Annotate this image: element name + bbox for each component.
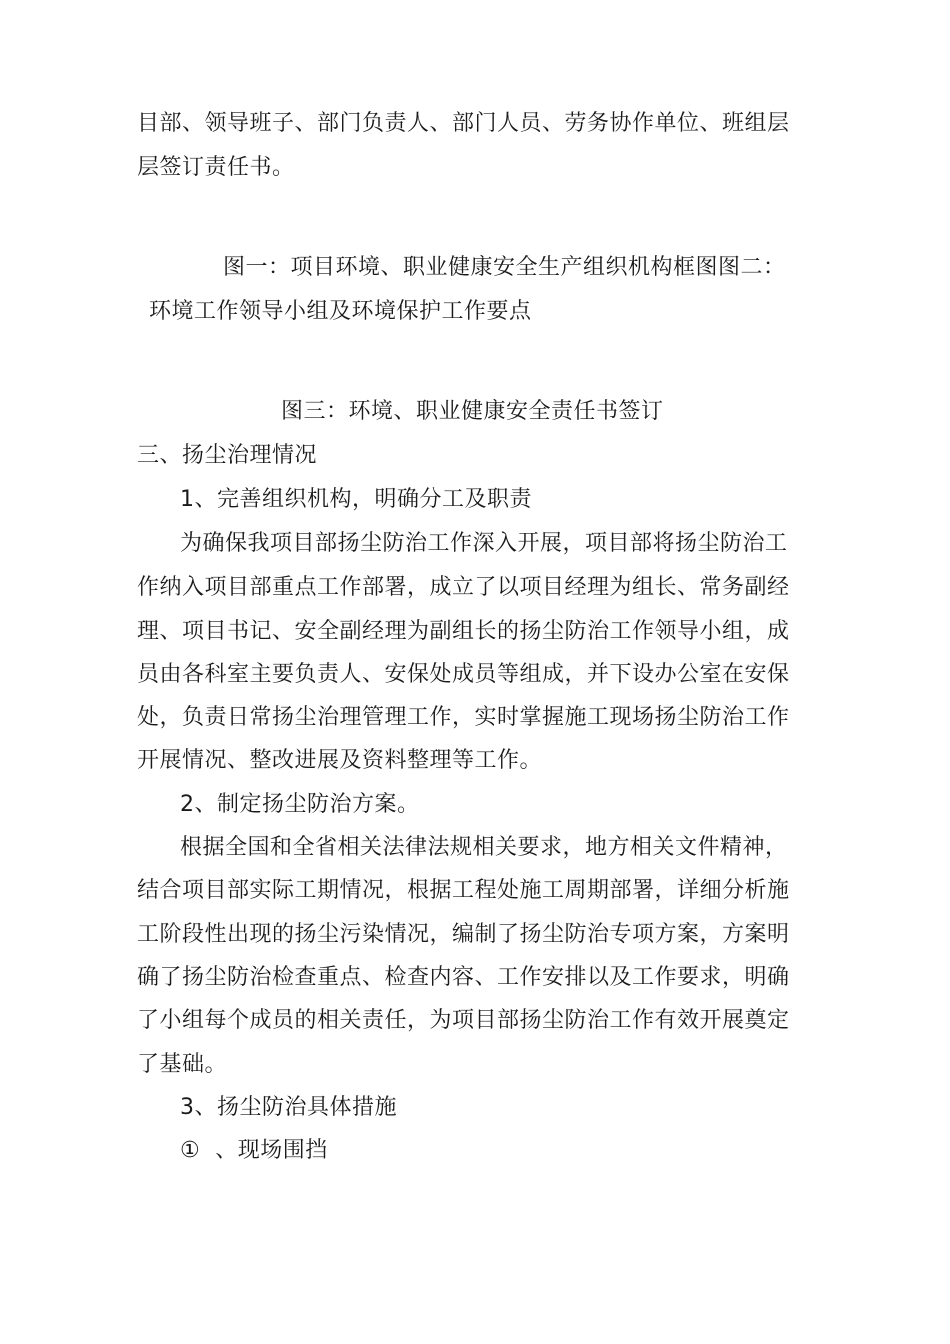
sub-item1-heading: ① 、现场围挡 — [180, 1138, 328, 1163]
figure-caption-3: 图三：环境、职业健康安全责任书签订 — [281, 399, 664, 424]
item2-line-2: 结合项目部实际工期情况，根据工程处施工周期部署，详细分析施 — [137, 878, 790, 903]
item2-line-3: 工阶段性出现的扬尘污染情况，编制了扬尘防治专项方案，方案明 — [137, 922, 790, 947]
item1-line-4: 员由各科室主要负责人、安保处成员等组成，并下设办公室在安保 — [137, 662, 790, 687]
item2-line-6: 了基础。 — [137, 1052, 228, 1077]
figure-caption-2: 环境工作领导小组及环境保护工作要点 — [149, 299, 532, 324]
intro-line-1: 目部、领导班子、部门负责人、部门人员、劳务协作单位、班组层 — [137, 111, 790, 136]
item1-line-5: 处，负责日常扬尘治理管理工作，实时掌握施工现场扬尘防治工作 — [137, 705, 790, 730]
item1-line-1: 为确保我项目部扬尘防治工作深入开展，项目部将扬尘防治工 — [180, 531, 788, 556]
item1-heading: 1、完善组织机构，明确分工及职责 — [180, 487, 532, 512]
figure-caption-1: 图一：项目环境、职业健康安全生产组织机构框图图二： — [223, 255, 786, 280]
item1-line-2: 作纳入项目部重点工作部署，成立了以项目经理为组长、常务副经 — [137, 575, 790, 600]
intro-line-2: 层签订责任书。 — [137, 155, 295, 180]
item2-line-4: 确了扬尘防治检查重点、检查内容、工作安排以及工作要求，明确 — [137, 965, 790, 990]
item2-line-1: 根据全国和全省相关法律法规相关要求，地方相关文件精神， — [180, 835, 788, 860]
item2-line-5: 了小组每个成员的相关责任，为项目部扬尘防治工作有效开展奠定 — [137, 1008, 790, 1033]
item3-heading: 3、扬尘防治具体措施 — [180, 1095, 397, 1120]
item2-heading: 2、制定扬尘防治方案。 — [180, 792, 420, 817]
item1-line-6: 开展情况、整改进展及资料整理等工作。 — [137, 748, 543, 773]
section-heading: 三、扬尘治理情况 — [137, 443, 318, 468]
item1-line-3: 理、项目书记、安全副经理为副组长的扬尘防治工作领导小组，成 — [137, 619, 790, 644]
